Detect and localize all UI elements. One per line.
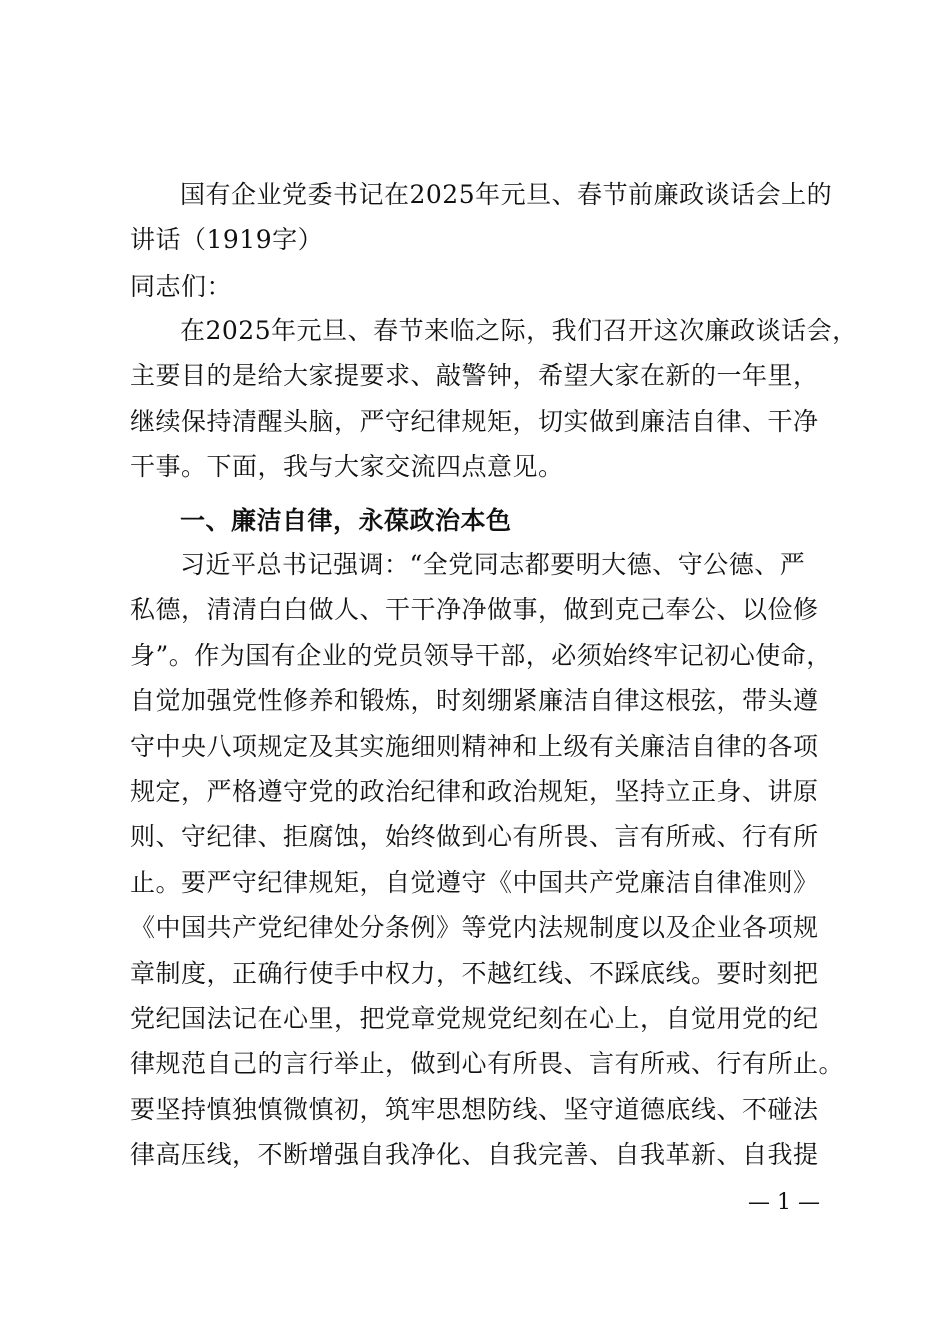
- paragraph-line: 党纪国法记在心里，把党章党规党纪刻在心上，自觉用党的纪: [130, 1003, 819, 1033]
- paragraph-line: 守中央八项规定及其实施细则精神和上级有关廉洁自律的各项: [130, 731, 819, 761]
- section-heading-text: 一、廉洁自律，永葆政治本色: [180, 506, 512, 535]
- salutation: [130, 264, 830, 309]
- paragraph-line: 则、守纪律、拒腐蚀，始终做到心有所畏、言有所戒、行有所: [130, 822, 819, 852]
- paragraph-line: 私德，清清白白做人、干干净净做事，做到克己奉公、以俭修: [130, 595, 819, 625]
- paragraph-line: 在2025年元旦、春节来临之际，我们召开这次廉政谈话会，: [180, 316, 858, 345]
- paragraph-line: 律高压线，不断增强自我净化、自我完善、自我革新、自我提: [130, 1140, 819, 1170]
- paragraph-line: 律规范自己的言行举止，做到心有所畏、言有所戒、行有所止。: [130, 1049, 845, 1079]
- title-line: 讲话（1919字）: [130, 225, 324, 255]
- section-heading: [130, 498, 830, 543]
- paragraph-line: 规定，严格遵守党的政治纪律和政治规矩，坚持立正身、讲原: [130, 776, 819, 806]
- salutation-text: 同志们：: [130, 272, 233, 301]
- page-number: — 1 —: [748, 1190, 820, 1215]
- body-paragraph: [130, 542, 845, 1177]
- paragraph-line: 《中国共产党纪律处分条例》等党内法规制度以及企业各项规: [130, 913, 819, 943]
- paragraph-line: 章制度，正确行使手中权力，不越红线、不踩底线。要时刻把: [130, 958, 819, 988]
- paragraph-line: 止。要严守纪律规矩，自觉遵守《中国共产党廉洁自律准则》: [130, 867, 819, 897]
- title-line: 国有企业党委书记在2025年元旦、春节前廉政谈话会上的: [180, 180, 833, 209]
- paragraph-line: 继续保持清醒头脑，严守纪律规矩，切实做到廉洁自律、干净: [130, 406, 819, 436]
- paragraph-line: 要坚持慎独慎微慎初，筑牢思想防线、坚守道德底线、不碰法: [130, 1094, 819, 1124]
- intro-paragraph: [130, 308, 858, 490]
- paragraph-line: 干事。下面，我与大家交流四点意见。: [130, 452, 564, 482]
- paragraph-line: 习近平总书记强调：“全党同志都要明大德、守公德、严: [180, 550, 806, 579]
- paragraph-line: 自觉加强党性修养和锻炼，时刻绷紧廉洁自律这根弦，带头遵: [130, 686, 819, 716]
- paragraph-line: 身”。作为国有企业的党员领导干部，必须始终牢记初心使命，: [130, 640, 832, 670]
- document-title: [130, 172, 833, 263]
- paragraph-line: 主要目的是给大家提要求、敲警钟，希望大家在新的一年里，: [130, 361, 819, 391]
